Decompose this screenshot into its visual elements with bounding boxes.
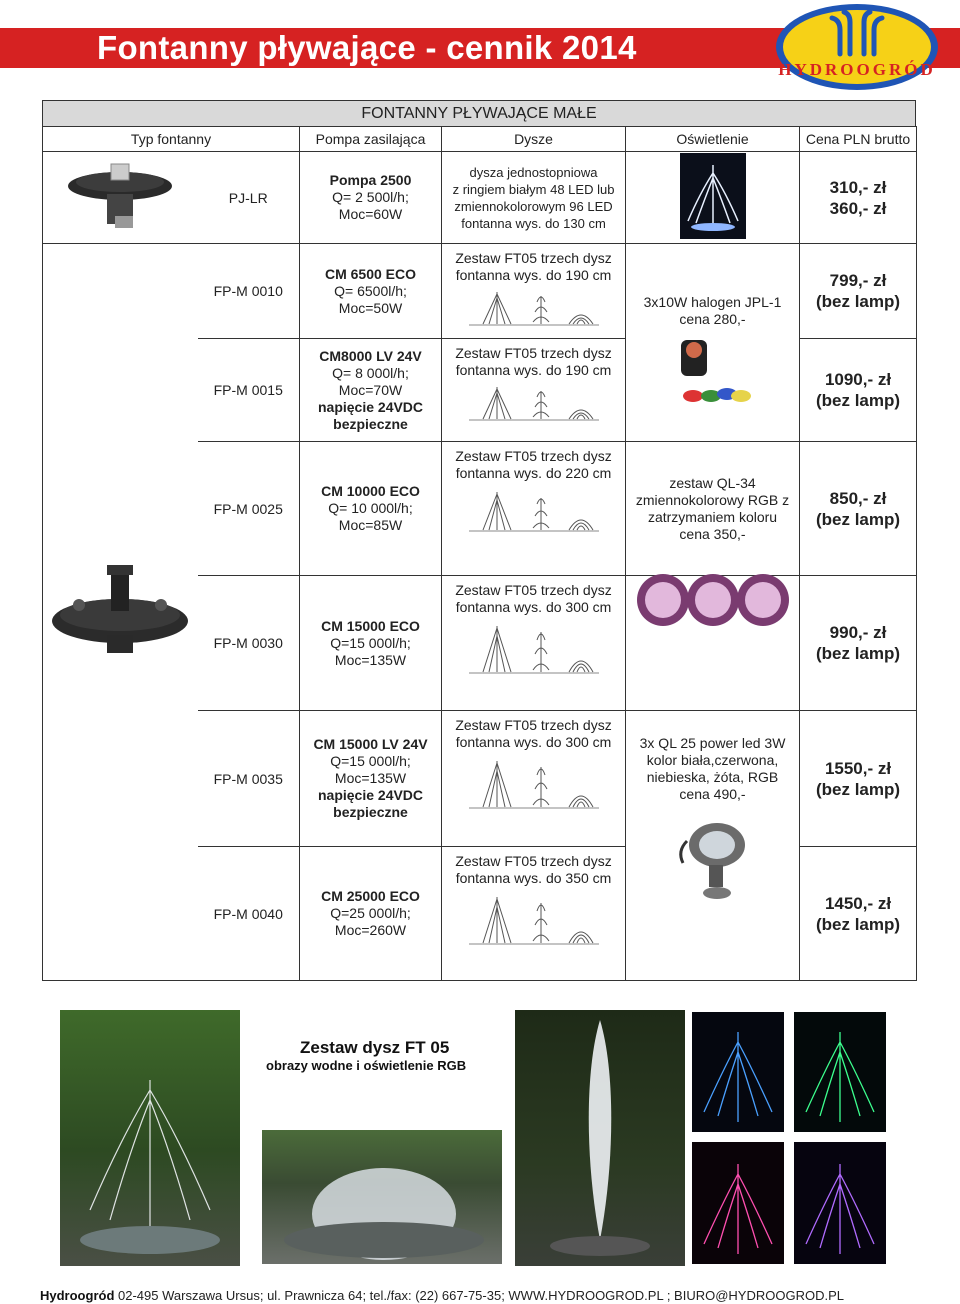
halogen-lamp-image (673, 336, 753, 408)
nozzle-line: Zestaw FT05 trzech dysz (455, 448, 612, 464)
col-price: Cena PLN brutto (800, 127, 917, 152)
nozzle-line: fontanna wys. do 220 cm (455, 465, 612, 481)
product-photo-pjlr (43, 152, 198, 244)
lighting-cell-ql34 (626, 442, 800, 576)
nozzle-line: fontanna wys. do 300 cm (455, 599, 612, 615)
nozzle-set-icon (469, 383, 599, 423)
fountain-photo-jet (515, 1010, 685, 1266)
nozzle-set-icon (469, 891, 599, 947)
lighting-line: 3x QL 25 power led 3W (639, 735, 786, 751)
fountain-photo-dome (262, 1130, 502, 1264)
nozzle-line: fontanna wys. do 350 cm (455, 870, 612, 886)
pump-cell (300, 152, 442, 244)
price-value: 360,- zł (829, 198, 887, 218)
rgb-photo-pink (692, 1142, 784, 1264)
table-row (43, 244, 917, 339)
green-fountain-image (794, 1012, 886, 1132)
pump-safety: bezpieczne (333, 804, 408, 820)
pump-name: CM 15000 ECO (321, 617, 420, 634)
price-grid (42, 126, 917, 981)
pump-power: Moc=135W (334, 770, 407, 786)
pump-cell (300, 244, 442, 339)
logo-text: HYDROOGRÓD (778, 60, 936, 79)
nozzle-line: Zestaw FT05 trzech dysz (455, 582, 612, 598)
nozzle-cell (442, 847, 626, 981)
pump-power: Moc=60W (338, 206, 403, 222)
pump-flow: Q= 2 500l/h; (332, 189, 409, 205)
pump-name: CM 15000 LV 24V (313, 736, 428, 752)
price-cell (800, 711, 917, 847)
price-value: (bez lamp) (815, 509, 901, 529)
type-cell: FP-M 0015 (198, 339, 300, 442)
nozzle-line: fontanna wys. do 190 cm (455, 362, 612, 378)
price-table (42, 100, 916, 981)
pump-power: Moc=70W (338, 381, 403, 398)
price-value: 850,- zł (829, 488, 887, 508)
lighting-line: niebieska, żóta, RGB (646, 769, 779, 785)
nozzle-cell (442, 711, 626, 847)
led-fountain-image (680, 153, 746, 239)
floating-fountain-large-image (45, 551, 195, 671)
pump-power: Moc=50W (338, 299, 403, 316)
price-value: (bez lamp) (815, 644, 901, 663)
nozzle-line: fontanna wys. do 300 cm (455, 734, 612, 750)
nozzle-cell (442, 152, 626, 244)
pump-flow: Q= 6500l/h; (334, 282, 407, 299)
nozzle-line: Zestaw FT05 trzech dysz (455, 717, 612, 733)
col-nozzles: Dysze (442, 127, 626, 152)
nozzle-line: z ringiem białym 48 LED lub (452, 181, 615, 197)
nozzle-line: fontanna wys. do 130 cm (461, 215, 606, 231)
set-title: Zestaw dysz FT 05 (300, 1038, 450, 1057)
col-lighting: Oświetlenie (626, 127, 800, 152)
price-value: 1450,- zł (824, 893, 892, 913)
pump-power: Moc=135W (334, 651, 407, 668)
price-value: 310,- zł (829, 177, 887, 197)
col-pump: Pompa zasilająca (300, 127, 442, 152)
pink-fountain-image (692, 1142, 784, 1264)
floating-fountain-small-image (65, 156, 175, 236)
lighting-cell-halogen (626, 244, 800, 442)
nozzle-line: Zestaw FT05 trzech dysz (455, 853, 612, 869)
pump-flow: Q= 8 000l/h; (332, 364, 409, 381)
col-type (43, 127, 300, 152)
rgb-photo-green (794, 1012, 886, 1132)
price-cell (800, 339, 917, 442)
type-cell: FP-M 0035 (198, 711, 300, 847)
ql34-lamps-image (633, 570, 793, 642)
nozzle-cell (442, 442, 626, 576)
type-cell: PJ-LR (198, 152, 300, 244)
pump-name: CM8000 LV 24V (319, 347, 422, 364)
rgb-photo-blue (692, 1012, 784, 1132)
type-cell: FP-M 0040 (198, 847, 300, 981)
pump-cell (300, 442, 442, 576)
col-type-label: Typ fontanny (130, 131, 212, 147)
pump-cell (300, 711, 442, 847)
price-cell (800, 152, 917, 244)
lighting-line: cena 490,- (679, 786, 746, 802)
price-value: 799,- zł (829, 271, 887, 290)
rgb-photo-violet (794, 1142, 886, 1264)
nozzle-line: Zestaw FT05 trzech dysz (455, 250, 612, 266)
type-cell: FP-M 0025 (198, 442, 300, 576)
ql25-spotlight-image (673, 817, 753, 907)
price-value: 1550,- zł (824, 758, 892, 778)
lighting-line: zatrzymaniem koloru (647, 508, 778, 525)
pump-voltage: napięcie 24VDC (317, 398, 424, 415)
lighting-line: zestaw QL-34 (669, 474, 756, 491)
product-photo-fpm (43, 244, 198, 981)
pump-name: CM 6500 ECO (324, 265, 417, 282)
lighting-line: cena 280,- (679, 311, 746, 327)
pump-power: Moc=85W (338, 517, 403, 533)
led-fountain-photo (626, 152, 800, 244)
pump-flow: Q=25 000l/h; (330, 905, 411, 921)
nozzle-line: zmiennokolorowym 96 LED (454, 198, 613, 214)
nozzle-cell (442, 339, 626, 442)
pump-name: CM 25000 ECO (321, 888, 420, 904)
lighting-line: cena 350,- (679, 525, 746, 542)
pump-safety: bezpieczne (333, 415, 408, 432)
hydroogrod-logo (774, 2, 940, 92)
nozzle-set-icon (469, 620, 599, 676)
pump-name: CM 10000 ECO (321, 483, 420, 499)
water-jet-image (515, 1010, 685, 1266)
fountain-photo-garden (60, 1010, 240, 1266)
page-title: Fontanny pływające - cennik 2014 (97, 29, 637, 66)
price-value: (bez lamp) (815, 914, 901, 934)
footer-contact (40, 1288, 844, 1303)
pump-power: Moc=260W (334, 922, 407, 938)
footer-company: Hydroogród (40, 1288, 115, 1303)
price-cell (800, 442, 917, 576)
violet-fountain-image (794, 1142, 886, 1264)
pump-flow: Q=15 000l/h; (330, 753, 411, 769)
price-cell (800, 847, 917, 981)
type-cell: FP-M 0030 (198, 576, 300, 711)
nozzle-line: dysza jednostopniowa (469, 164, 598, 180)
price-value: (bez lamp) (815, 391, 901, 410)
pump-flow: Q= 10 000l/h; (328, 500, 413, 516)
price-value: 990,- zł (829, 623, 887, 642)
nozzle-cell (442, 244, 626, 339)
lighting-line: 3x10W halogen JPL-1 (643, 294, 782, 310)
fountain-spray-image (60, 1010, 240, 1266)
price-value: (bez lamp) (815, 292, 901, 311)
pump-cell (300, 339, 442, 442)
footer-address: 02-495 Warszawa Ursus; ul. Prawnicza 64; tel./fax: (22) 667-75-35; WWW.HYDROOGROD.PL ; BIURO@HYDROOGROD.PL (114, 1288, 844, 1303)
price-cell (800, 244, 917, 339)
price-value: (bez lamp) (815, 779, 901, 799)
water-dome-image (262, 1130, 502, 1264)
type-cell: FP-M 0010 (198, 244, 300, 339)
nozzle-set-icon (469, 288, 599, 328)
table-row (43, 152, 917, 244)
nozzle-cell (442, 576, 626, 711)
nozzle-line: Zestaw FT05 trzech dysz (455, 345, 612, 361)
lighting-line: zmiennokolorowy RGB z (635, 491, 790, 508)
pump-cell (300, 847, 442, 981)
lighting-photo-ql34 (626, 576, 800, 711)
header-row (43, 127, 917, 152)
nozzle-set-icon (469, 486, 599, 534)
price-cell (800, 576, 917, 711)
pump-flow: Q=15 000l/h; (330, 634, 411, 651)
nozzle-set-icon (469, 755, 599, 811)
set-subtitle: obrazy wodne i oświetlenie RGB (266, 1058, 467, 1073)
lighting-cell-ql25 (626, 711, 800, 981)
pump-cell (300, 576, 442, 711)
section-title: FONTANNY PŁYWAJĄCE MAŁE (42, 100, 916, 126)
blue-fountain-image (692, 1012, 784, 1132)
lighting-line: kolor biała,czerwona, (646, 752, 779, 768)
pump-voltage: napięcie 24VDC (317, 787, 424, 803)
price-value: 1090,- zł (824, 370, 892, 389)
pump-name: Pompa 2500 (329, 172, 412, 188)
nozzle-line: fontanna wys. do 190 cm (455, 267, 612, 283)
